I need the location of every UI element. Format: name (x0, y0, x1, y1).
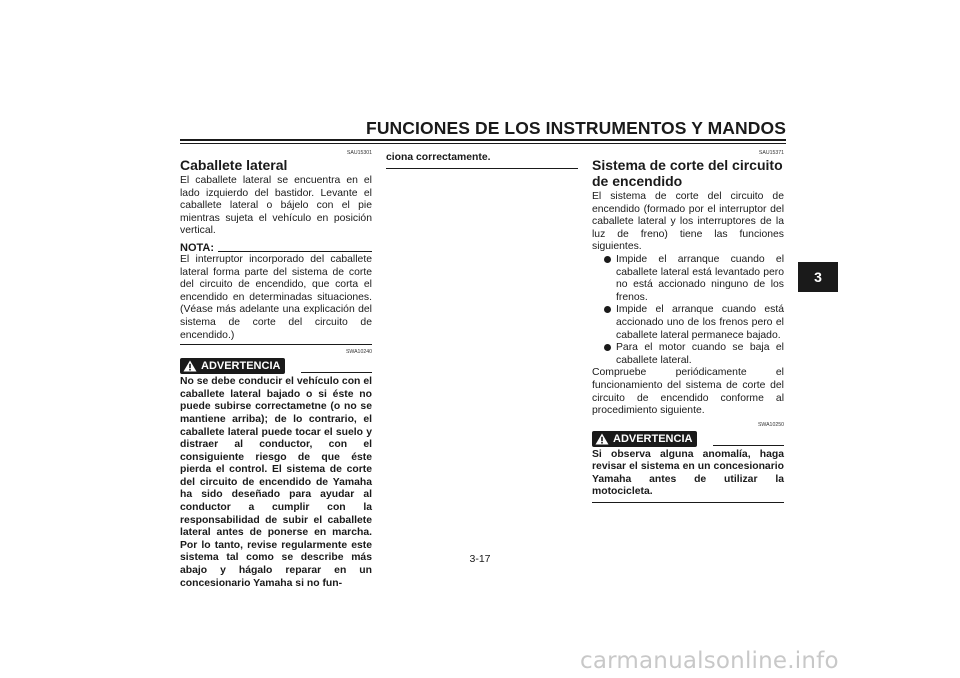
watermark[interactable]: carmanualsonline.info (580, 648, 839, 674)
column-middle (386, 148, 578, 169)
column-right (592, 148, 784, 503)
warning-text-continued: ciona correctamente. (386, 148, 578, 169)
warning-badge (180, 358, 285, 374)
warning-code: SWA10240 (345, 349, 372, 356)
column-left (180, 148, 372, 590)
note-header (180, 242, 372, 254)
list-item: Para el motor cuando se baja el caballete lateral. (604, 342, 784, 367)
note-label: NOTA: (180, 241, 215, 254)
page-title: FUNCIONES DE LOS INSTRUMENTOS Y MANDOS (366, 118, 786, 138)
warning-header (180, 358, 372, 374)
section-title-ignition-cutoff: Sistema de corte del circuito de encendido (592, 157, 783, 189)
section-code: SAU15301 (346, 150, 372, 156)
warning-triangle-icon (183, 360, 197, 372)
chapter-tab[interactable]: 3 (798, 262, 838, 292)
bullet-icon (604, 306, 611, 313)
bullet-icon (604, 344, 611, 351)
warning-text: Si observa alguna anomalía, haga revisar el sistema en un concesionario Yamaha antes de utilizar la motocicleta. (592, 449, 784, 503)
note-rule (218, 251, 372, 252)
warning-text: No se debe conducir el vehículo con el caballete lateral bajado o si éste no puede subirse correctametne (o no se mantiene arriba); de lo contrario, el caballete lateral puede tocar el suelo y distraer al conductor, con el consiguiente riesgo de que éste pierda el control. El sistema de corte del circuito de encendido de Yamaha ha sido deseñado para ayudar al conductor a cumplir con la responsabilidad de subir el caballete lateral antes de ponerse en marcha. Por lo tanto, revise regularmente este sistema tal como se describe más abajo y hágalo reparar en un concesionario Yamaha si no fun- (180, 376, 372, 589)
warning-code: SWA10250 (757, 421, 784, 428)
ignition-check-text: Compruebe periódicamente el funcionamiento del sistema de corte del circuito de encendido conforme al procedimiento siguiente. (592, 367, 784, 417)
page-number: 3-17 (469, 553, 491, 565)
section-code: SAU15371 (758, 150, 784, 156)
note-text: El interruptor incorporado del caballete lateral forma parte del sistema de corte del circuito de encendido, que corta el encendido en determinadas situaciones. (Véase más adelante una explicación del sistema de corte del circuito de encendido.) (180, 253, 372, 341)
warning-rule (713, 445, 784, 446)
header-rule (180, 139, 786, 141)
warning-label: ADVERTENCIA (613, 432, 693, 445)
note-end-rule (180, 344, 372, 345)
warning-rule (301, 372, 372, 373)
side-stand-body: El caballete lateral se encuentra en el lado izquierdo del bastidor. Levante el caballete lateral o bájelo con el pie mientras sujeta el vehículo en posición vertical. (180, 175, 372, 237)
list-item: Impide el arranque cuando el caballete lateral está levantado pero no está accionado ninguno de los frenos. (604, 254, 784, 304)
header-rule-thin (180, 143, 786, 144)
warning-badge (592, 431, 697, 447)
warning-label: ADVERTENCIA (201, 360, 281, 373)
bullet-icon (604, 256, 611, 263)
list-item: Impide el arranque cuando está accionado uno de los frenos pero el caballete lateral permanece bajado. (604, 304, 784, 342)
warning-header (592, 431, 784, 447)
section-title-side-stand: Caballete lateral (180, 157, 288, 173)
ignition-intro: El sistema de corte del circuito de encendido (formado por el interruptor del caballete lateral y los interruptores de la luz de freno) tiene las funciones siguientes. (592, 191, 784, 253)
ignition-functions-list (592, 254, 784, 367)
warning-triangle-icon (595, 433, 609, 445)
